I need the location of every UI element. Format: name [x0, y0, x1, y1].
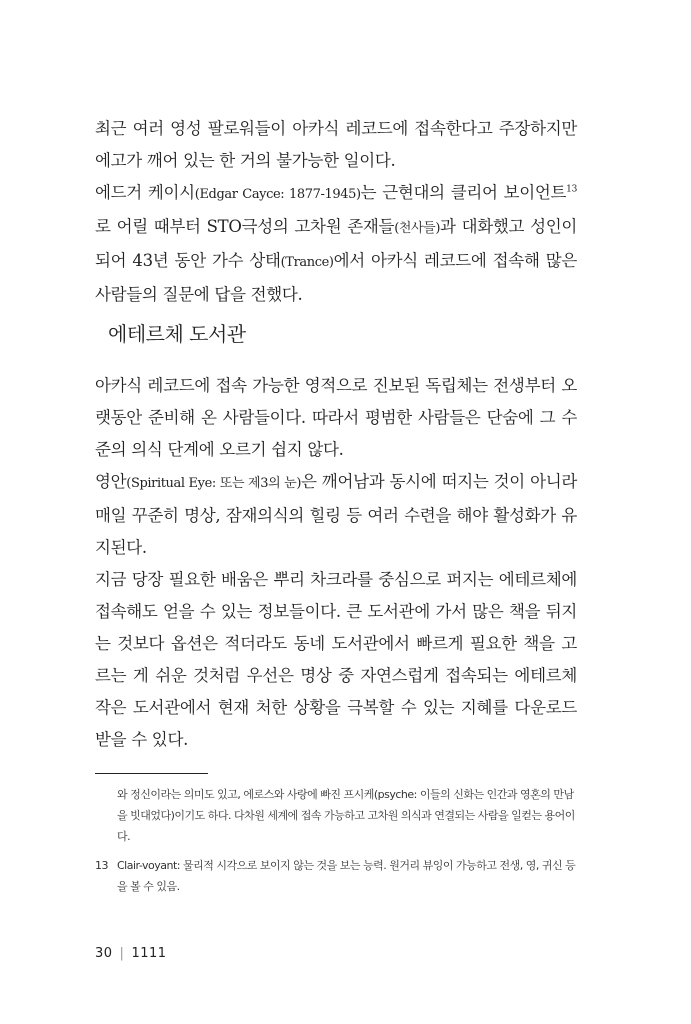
paragraph-5: 지금 당장 필요한 배움은 뿌리 차크라를 중심으로 퍼지는 에테르체에 접속해도 얻을 수 있는 정보들이다. 큰 도서관에 가서 많은 책을 뒤지는 것보다 옵션은 적더라도 동네 도서관에서 빠르게 필요한 책을 고르는 게 쉬운 것처럼 우선은 명상 중 자연스럽게 접속되는 에테르체 작은 도서관에서 현재 처한 상황을 극복할 수 있는 지혜를 다운로드 받을 수 있다.	[95, 570, 577, 749]
text-run: 에서 아카식 레코드에 접속해 많은 사람들의 질문에 답을 전했다.	[95, 251, 577, 304]
footnote-continued	[95, 784, 577, 847]
footnotes	[95, 784, 577, 905]
section2-text	[95, 370, 577, 756]
footnote-13	[95, 855, 577, 897]
section-heading: 에테르체 도서관	[108, 322, 246, 346]
text-run: 에드거 케이시	[95, 183, 195, 202]
inline-note: (Edgar Cayce: 1877-1945)	[194, 187, 361, 202]
text-run: 영안	[95, 472, 127, 491]
text-run: 은 깨어남과 동시에 떠지는 것이 아니라 매일 꾸준히 명상, 잠재의식의 힐링 등 여러 수련을 해야 활성화가 유지된다.	[95, 472, 577, 557]
inline-note: (Spiritual Eye: 또는 제3의 눈)	[126, 476, 302, 491]
footnote-text: 와 정신이라는 의미도 있고, 에로스와 사랑에 빠진 프시케(psyche: 이들의 신화는 인간과 영혼의 만남을 빗대었다)이기도 하다. 다차원 세계에 접속 가능하고 고차원 의식과 연결되는 사람을 일컫는 용어이다.	[117, 788, 575, 843]
paragraph-1: 최근 여러 영성 팔로워들이 아카식 레코드에 접속한다고 주장하지만 에고가 깨어 있는 한 거의 불가능한 일이다.	[95, 119, 577, 170]
page-footer	[95, 946, 167, 961]
text-run: 로 어릴 때부터 STO극성의 고차원 존재들	[95, 217, 395, 236]
paragraph-4	[95, 466, 577, 564]
paragraph-3: 아카식 레코드에 접속 가능한 영적으로 진보된 독립체는 전생부터 오랫동안 준비해 온 사람들이다. 따라서 평범한 사람들은 단숨에 그 수준의 의식 단계에 오르기 쉽지 않다.	[95, 376, 577, 459]
footnote-divider	[95, 773, 208, 774]
footnote-number: 13	[95, 859, 108, 872]
inline-note: (천사들)	[394, 221, 441, 236]
footnote-text: Clair-voyant: 물리적 시각으로 보이지 않는 것을 보는 능력. 원거리 뷰잉이 가능하고 전생, 영, 귀신 등을 볼 수 있음.	[117, 859, 576, 893]
text-run: 과 대화했고 성인이 되어 43년 동안 가수 상태	[95, 217, 577, 270]
paragraph-2	[95, 177, 577, 311]
footnote-indent	[95, 784, 117, 847]
inline-note: (Trance)	[280, 255, 334, 270]
page-number: 30	[95, 946, 113, 961]
separator-bar: |	[119, 946, 125, 961]
text-run: 는 근현대의 클리어 보이언트	[360, 183, 567, 202]
footnote-ref-13[interactable]: 13	[566, 184, 577, 195]
running-title: 1111	[131, 946, 167, 961]
section1-text	[95, 113, 577, 311]
